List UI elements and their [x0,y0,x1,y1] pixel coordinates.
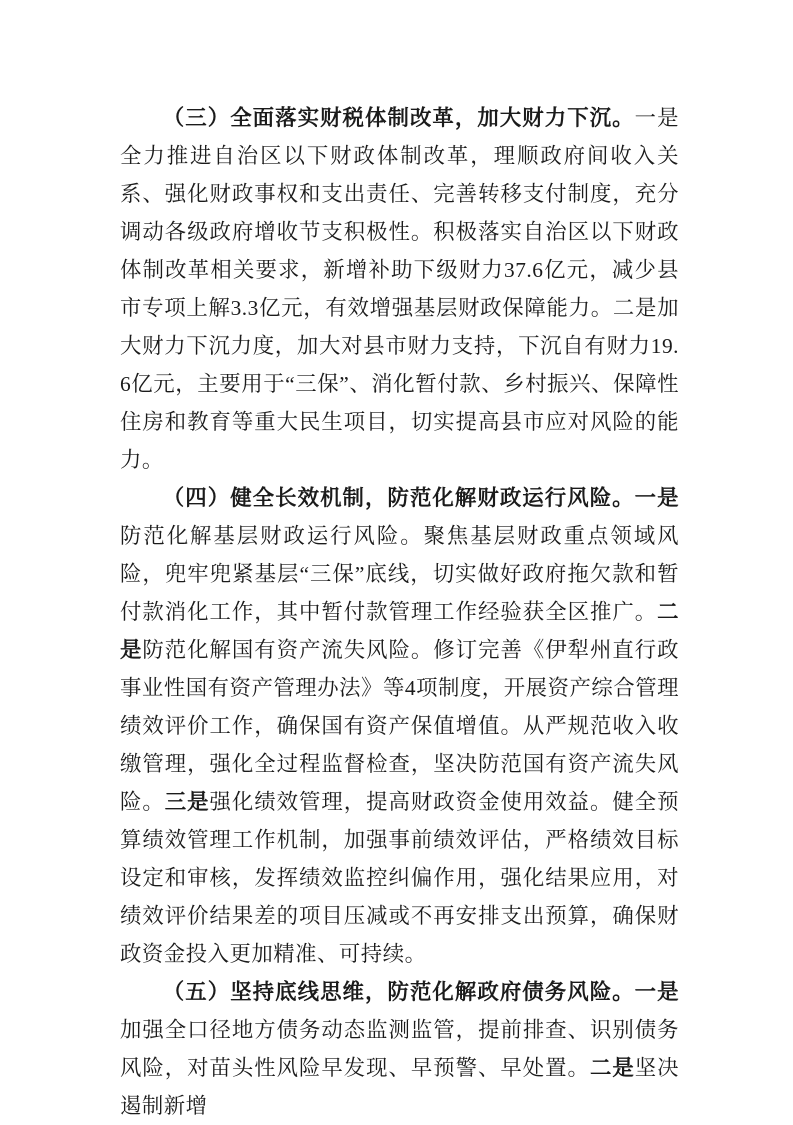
section-5-heading: （五）坚持底线思维，防范化解政府债务风险。一是 [162,980,679,1004]
text-run: 一是全力推进自治区以下财政体制改革，理顺政府间收入关系、强化财政事权和支出责任、完善转移支付制度，充分调动各级政府增收节支积极性。积极落实自治区以下财政体制改革相关要求，新增补助下级财力37.6亿元，减少县市专项上解3.3亿元，有效增强基层财政保障能力。二是加大财力下沉力度，加大对县市财力支持，下沉自有财力19.6亿元，主要用于“三保”、消化暂付款、乡村振兴、保障性住房和教育等重大民生项目，切实提高县市应对风险的能力。 [120,106,679,472]
text-run: 加强全口径地方债务动态监测监管，提前排查、识别债务风险，对苗头性风险早发现、早预警、早处置。 [120,1018,679,1080]
text-run: 防范化解国有资产流失风险。修订完善《伊犁州直行政事业性国有资产管理办法》等4项制度，开展资产综合管理绩效评价工作，确保国有资产保值增值。从严规范收入收缴管理，强化全过程监督检查，坚决防范国有资产流失风险。 [120,638,679,814]
paragraph-section-3 [120,99,679,479]
list-marker: 二是 [589,1056,635,1080]
paragraph-section-5 [120,973,679,1125]
section-3-heading: （三）全面落实财税体制改革，加大财力下沉。 [162,106,635,130]
section-4-heading: （四）健全长效机制，防范化解财政运行风险。一是 [162,486,679,510]
list-marker: 二是 [120,600,679,662]
paragraph-section-4 [120,479,679,973]
text-run: 防范化解基层财政运行风险。聚焦基层财政重点领域风险，兜牢兜紧基层“三保”底线，切实做好政府拖欠款和暂付款消化工作，其中暂付款管理工作经验获全区推广。 [120,524,679,624]
text-run: 强化绩效管理，提高财政资金使用效益。健全预算绩效管理工作机制，加强事前绩效评估，严格绩效目标设定和审核，发挥绩效监控纠偏作用，强化结果应用，对绩效评价结果差的项目压减或不再安排支出预算，确保财政资金投入更加精准、可持续。 [120,790,679,966]
text-run: 坚决遏制新增 [120,1056,679,1118]
list-marker: 三是 [164,790,210,814]
